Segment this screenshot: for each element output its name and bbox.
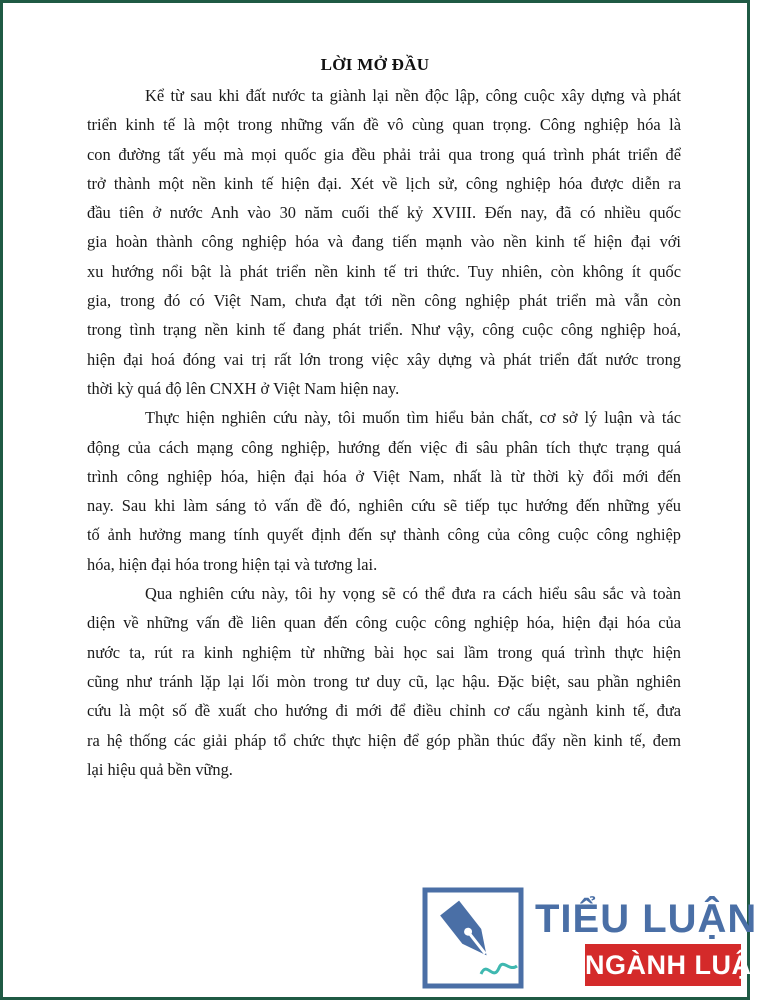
page-title: LỜI MỞ ĐẦU [320, 55, 430, 74]
text-line: trình công nghiệp hóa, hiện đại hóa ở Việt Nam, nhất là từ thời kỳ đổi mới đến [87, 466, 681, 486]
text-line: diện về những vấn đề liên quan đến công cuộc công nghiệp hóa, hiện đại hóa của [87, 613, 681, 633]
text-line: thời kỳ quá độ lên CNXH ở Việt Nam hiện nay. [87, 378, 400, 398]
logo-text-bottom: NGÀNH LUẬT [585, 944, 741, 986]
text-line: ra hệ thống các giải pháp tổ chức thực hiện để góp phần thúc đẩy nền kinh tế, đem [87, 730, 681, 750]
tieu-luan-logo [421, 883, 768, 993]
document-body [87, 81, 681, 784]
text-line: cứu là một số đề xuất cho hướng đi mới để điều chỉnh cơ cấu ngành kinh tế, đưa [87, 701, 681, 721]
text-line: tố ảnh hưởng mang tính quyết định đến sự thành công của công cuộc công nghiệp [87, 525, 681, 545]
paragraph-3 [87, 579, 681, 784]
paragraph-2 [87, 403, 681, 579]
text-line: động của cách mạng công nghiệp, hướng đến việc đi sâu phân tích thực trạng quá [87, 437, 681, 457]
text-line: trở thành một nền kinh tế hiện đại. Xét về lịch sử, công nghiệp hóa được diễn ra [87, 173, 681, 193]
text-line: gia hoàn thành công nghiệp hóa và đang tiến mạnh vào nền kinh tế hiện đại với [87, 232, 681, 252]
text-line: gia, trong đó có Việt Nam, chưa đạt tới nền công nghiệp phát triển mà vẫn còn [87, 291, 681, 311]
text-line: triển kinh tế là một trong những vấn đề vô cùng quan trọng. Công nghiệp hóa là [87, 115, 681, 135]
text-line: nước ta, rút ra kinh nghiệm từ những bài học sai lầm trong quá trình thực hiện [87, 642, 681, 662]
text-line: Kể từ sau khi đất nước ta giành lại nền độc lập, công cuộc xây dựng và phát [145, 86, 681, 105]
text-line: Qua nghiên cứu này, tôi hy vọng sẽ có thể đưa ra cách hiểu sâu sắc và toàn [145, 584, 681, 604]
paragraph-1 [87, 81, 681, 403]
text-line: Thực hiện nghiên cứu này, tôi muốn tìm hiểu bản chất, cơ sở lý luận và tác [145, 408, 681, 428]
text-line: xu hướng nổi bật là phát triển nền kinh tế tri thức. Tuy nhiên, còn không ít quốc [87, 261, 681, 281]
pen-nib-logo-icon [421, 886, 525, 990]
text-line: con đường tất yếu mà mọi quốc gia đều phải trải qua trong quá trình phát triển để [87, 144, 681, 164]
text-line: trong tình trạng nền kinh tế đang phát triển. Như vậy, công cuộc công nghiệp hoá, [87, 320, 681, 340]
text-line: nay. Sau khi làm sáng tỏ vấn đề đó, nghiên cứu sẽ tiếp tục hướng đến những yếu [87, 496, 681, 516]
text-line: hiện đại hoá đóng vai trị rất lớn trong việc xây dựng và phát triển đất nước trong [87, 349, 681, 369]
text-line: hóa, hiện đại hóa trong hiện tại và tương lai. [87, 554, 378, 574]
logo-text-top: TIỂU LUẬN [535, 897, 758, 941]
text-line: cũng như tránh lặp lại lối mòn trong tư duy cũ, lạc hậu. Đặc biệt, sau phần nghiên [87, 671, 681, 691]
text-line: lại hiệu quả bền vững. [87, 759, 233, 779]
text-line: đầu tiên ở nước Anh vào 30 năm cuối thế kỷ XVIII. Đến nay, đã có nhiều quốc [87, 203, 681, 223]
